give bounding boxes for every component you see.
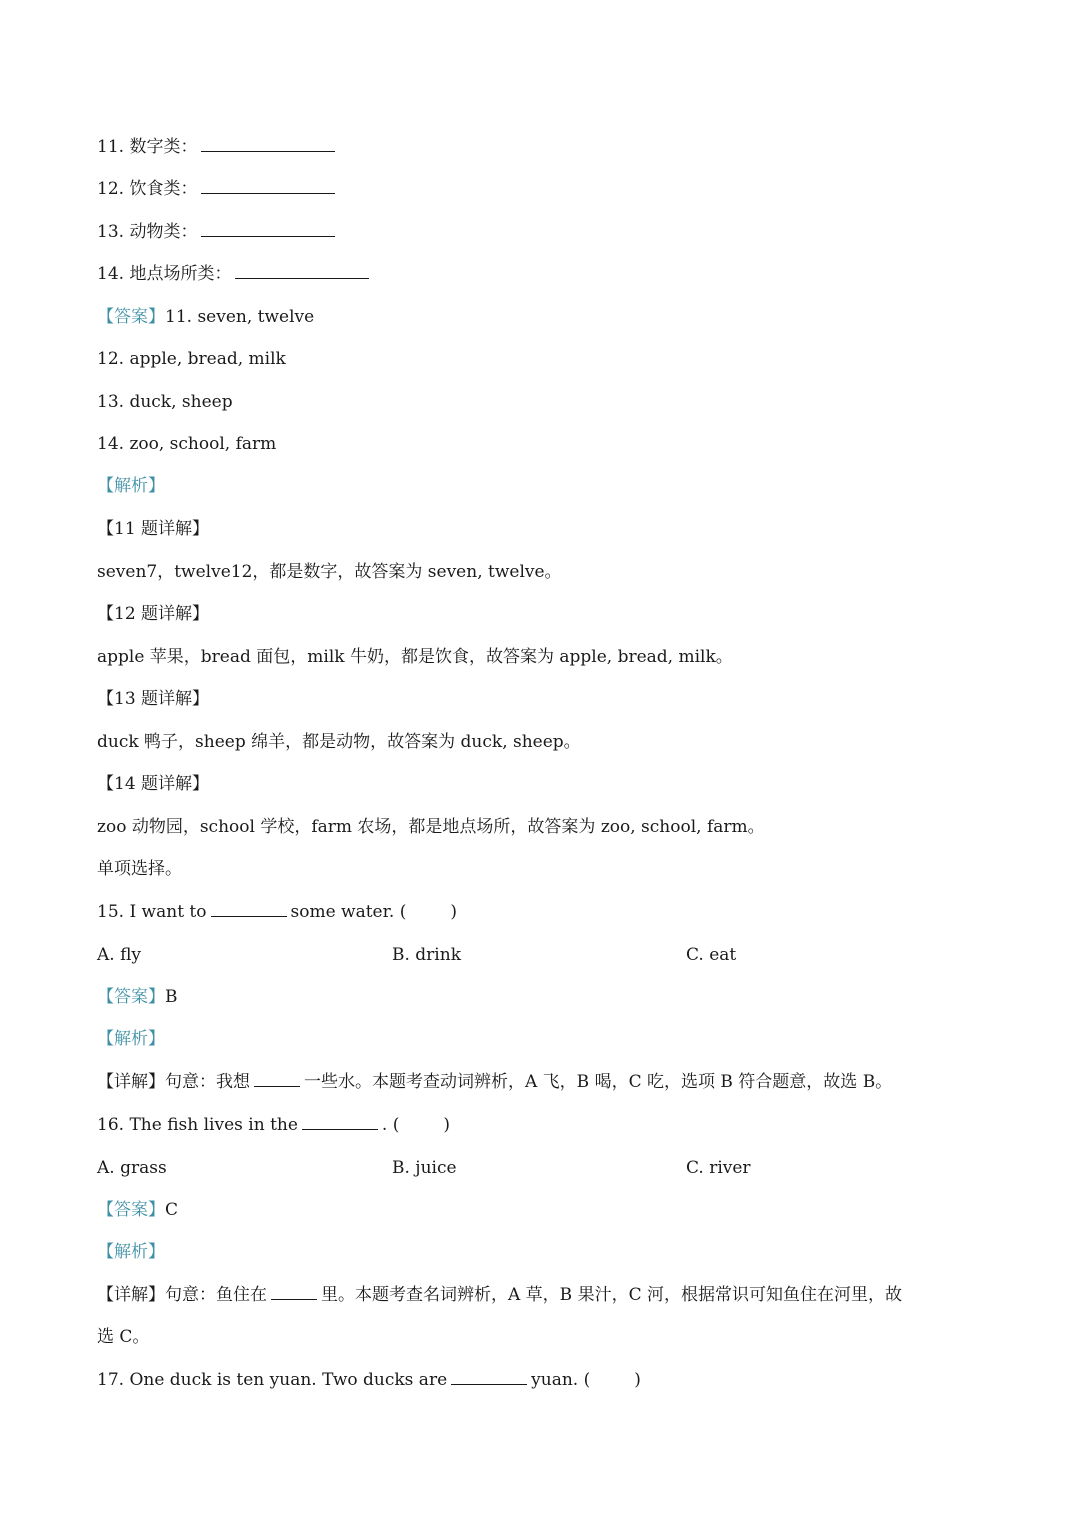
detail-13-text: duck 鸭子，sheep 绵羊，都是动物，故答案为 duck, sheep。 <box>97 732 581 752</box>
option-a: A. grass <box>97 1158 167 1178</box>
answer-15: 【答案】B <box>97 987 178 1007</box>
detail-12-title: 【12 题详解】 <box>97 604 210 624</box>
analysis-tag: 【解析】 <box>97 1242 165 1262</box>
question-14: 14. 地点场所类： <box>97 262 373 286</box>
answer-blank <box>201 192 335 194</box>
answer-14: 14. zoo, school, farm <box>97 434 277 454</box>
section-title: 单项选择。 <box>97 859 182 879</box>
question-11: 11. 数字类： <box>97 135 339 159</box>
answer-11: 【答案】11. seven, twelve <box>97 307 315 327</box>
answer-tag: 【答案】 <box>97 307 165 327</box>
detail-16-cont: 选 C。 <box>97 1327 150 1347</box>
question-15: 15. I want to some water. ( ) <box>97 902 457 922</box>
answer-blank <box>254 1085 300 1087</box>
answer-blank <box>201 235 335 237</box>
answer-blank <box>211 915 287 917</box>
option-c: C. river <box>686 1158 751 1178</box>
option-b: B. drink <box>392 945 461 965</box>
option-a: A. fly <box>97 945 142 965</box>
analysis-tag: 【解析】 <box>97 1029 165 1049</box>
option-c: C. eat <box>686 945 737 965</box>
answer-13: 13. duck, sheep <box>97 392 233 412</box>
question-17: 17. One duck is ten yuan. Two ducks are yuan. ( ) <box>97 1370 641 1390</box>
detail-16: 【详解】句意：鱼住在 里。本题考查名词辨析，A 草，B 果汁，C 河，根据常识可知鱼住在河里，故 <box>97 1285 902 1305</box>
answer-blank <box>235 277 369 279</box>
option-b: B. juice <box>392 1158 457 1178</box>
answer-blank <box>201 150 335 152</box>
detail-14-text: zoo 动物园，school 学校，farm 农场，都是地点场所，故答案为 zoo, school, farm。 <box>97 817 765 837</box>
answer-16: 【答案】C <box>97 1200 179 1220</box>
detail-15: 【详解】句意：我想 一些水。本题考查动词辨析，A 飞，B 喝，C 吃，选项 B 符合题意，故选 B。 <box>97 1072 893 1092</box>
detail-13-title: 【13 题详解】 <box>97 689 210 709</box>
detail-11-text: seven7，twelve12，都是数字，故答案为 seven, twelve。 <box>97 562 562 582</box>
answer-12: 12. apple, bread, milk <box>97 349 286 369</box>
answer-blank <box>302 1128 378 1130</box>
detail-11-title: 【11 题详解】 <box>97 519 210 539</box>
question-16: 16. The fish lives in the . ( ) <box>97 1115 450 1135</box>
question-13: 13. 动物类： <box>97 220 339 244</box>
analysis-tag: 【解析】 <box>97 476 165 496</box>
answer-blank <box>451 1383 527 1385</box>
question-12: 12. 饮食类： <box>97 177 339 201</box>
detail-14-title: 【14 题详解】 <box>97 774 210 794</box>
answer-blank <box>271 1298 317 1300</box>
detail-12-text: apple 苹果，bread 面包，milk 牛奶，都是饮食，故答案为 apple, bread, milk。 <box>97 647 733 667</box>
